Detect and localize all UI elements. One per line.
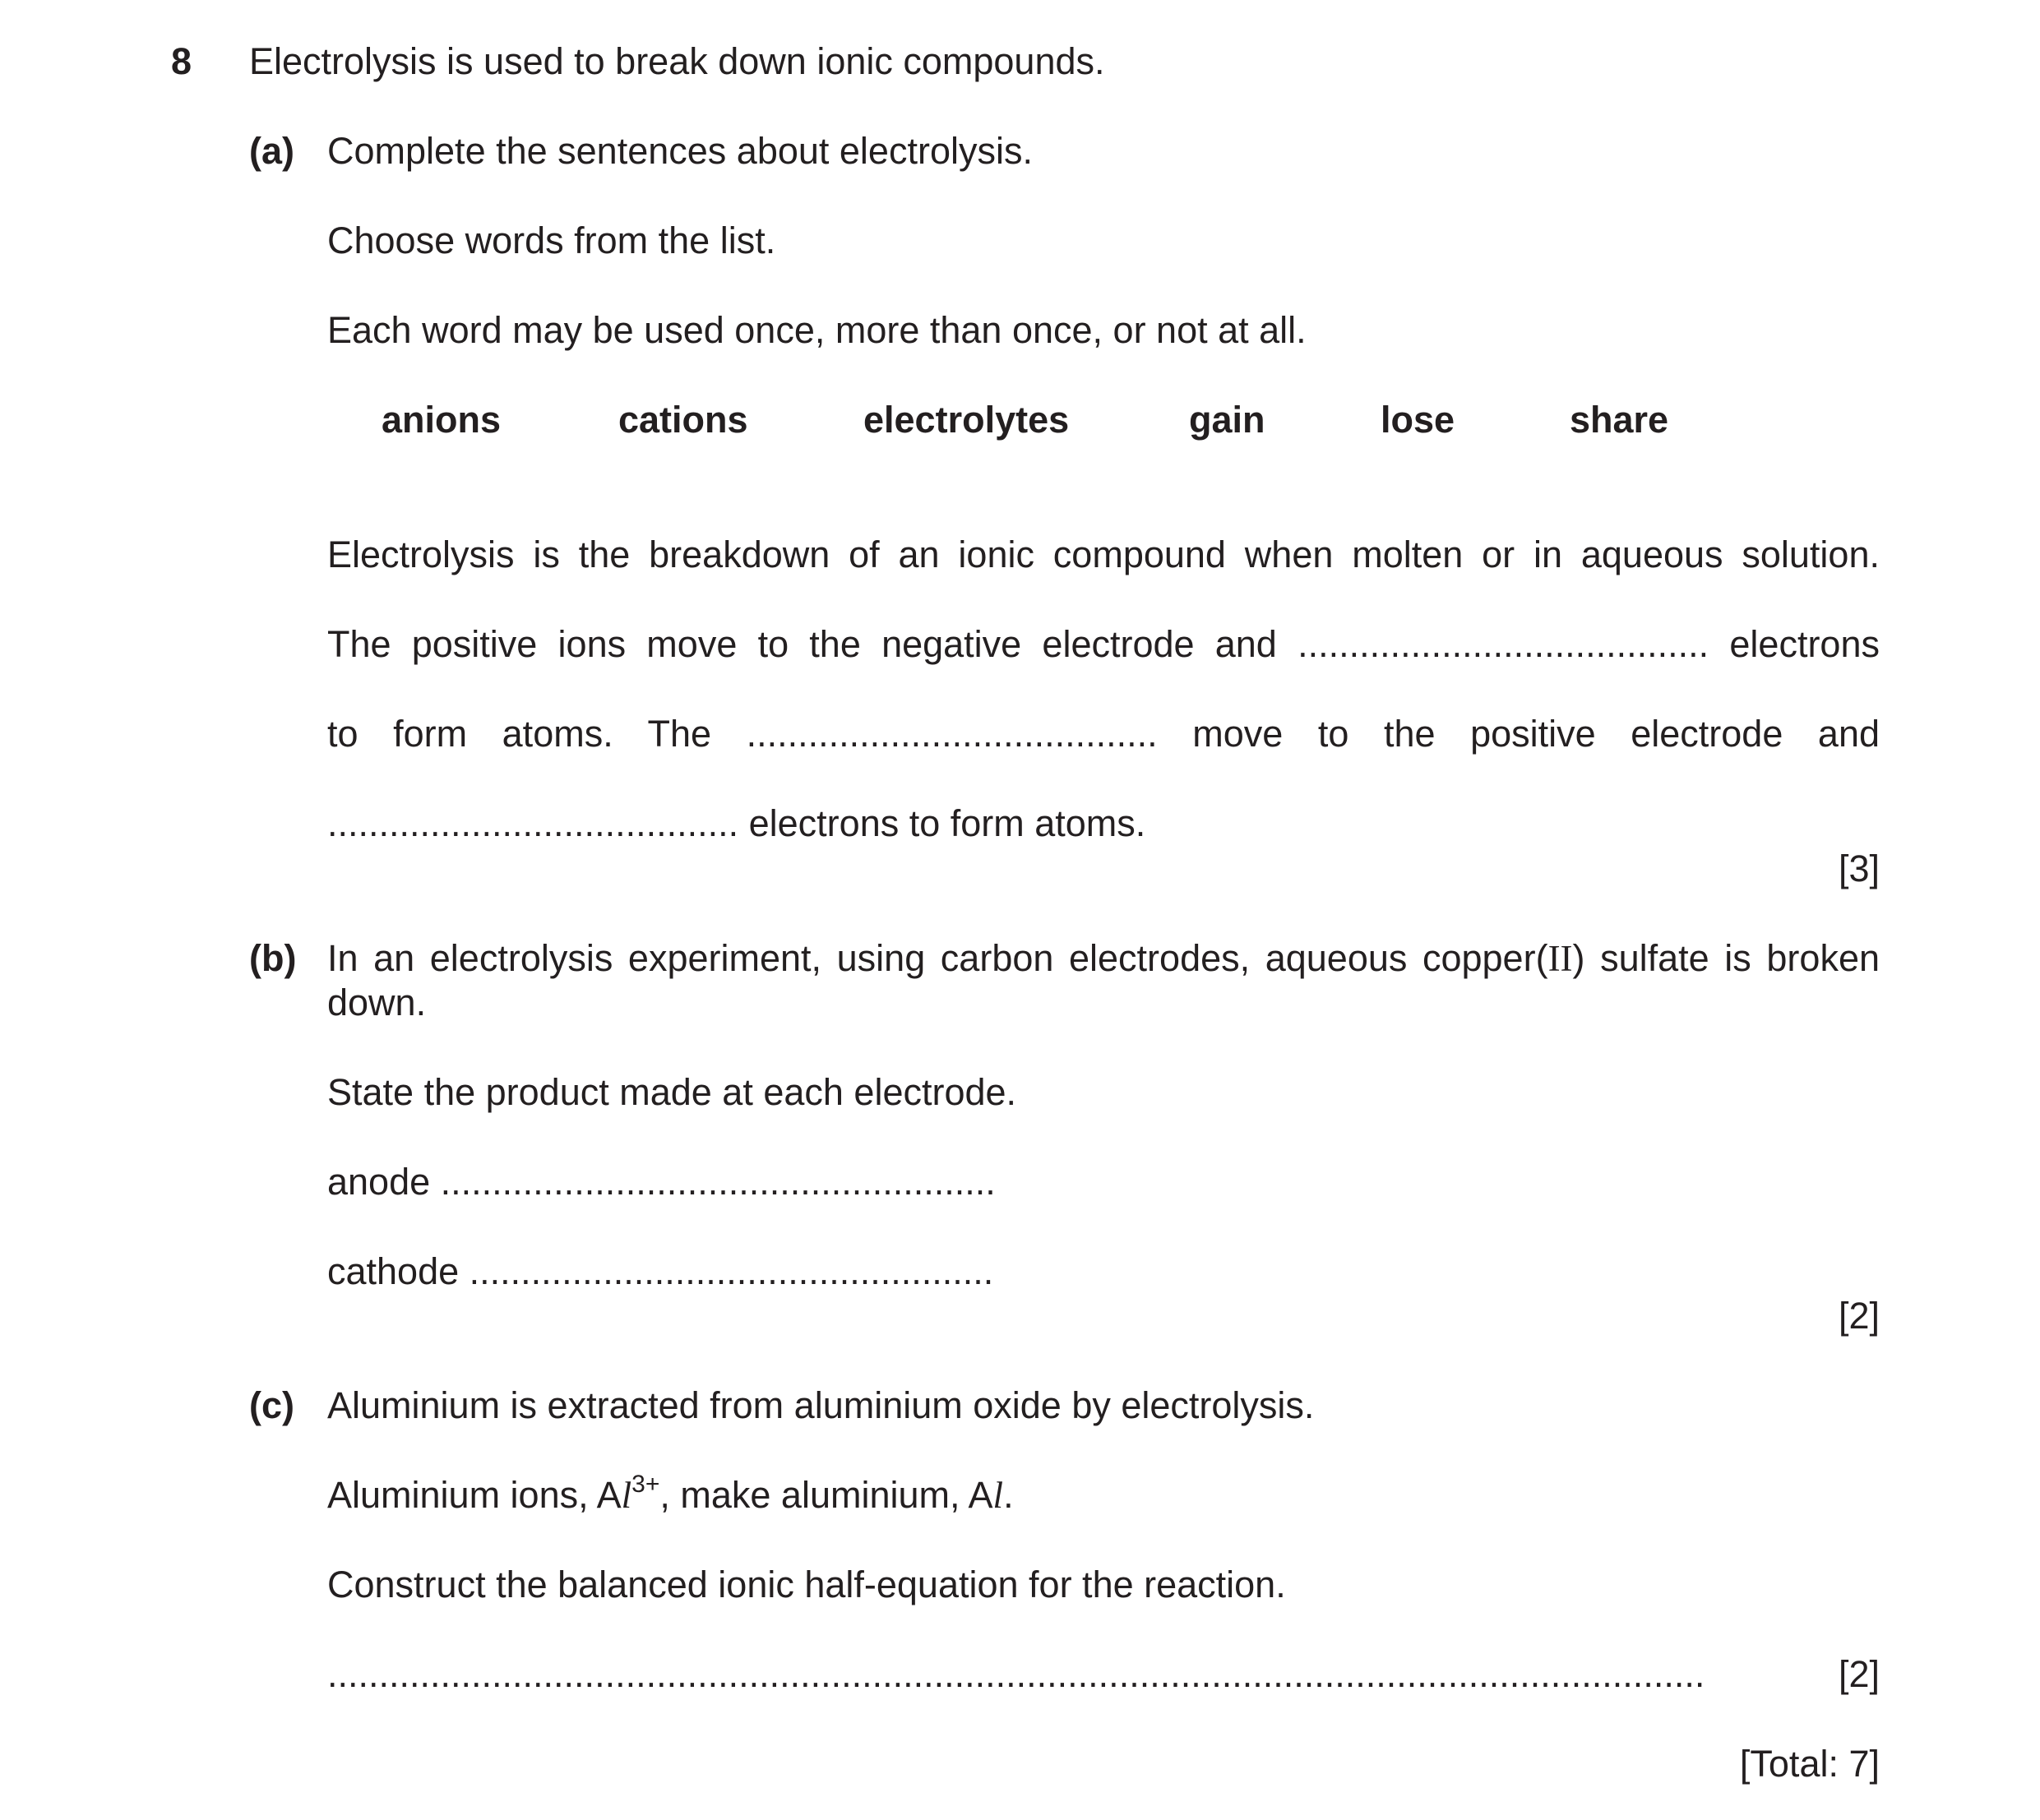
part-a-instruction-1: Complete the sentences about electrolysis. [327,130,1033,172]
sentence-4-end: electrons to form atoms. [748,802,1146,844]
answer-blank-1[interactable]: ........................................ [1298,623,1709,665]
question-stem: Electrolysis is used to break down ionic compounds. [249,40,1105,82]
part-b-text-line-1 [327,936,1880,981]
cathode-label: cathode [327,1250,460,1292]
part-b-text-start: In an electrolysis experiment, using carbon electrodes, aqueous copper( [327,937,1548,979]
half-equation-answer-blank[interactable]: ...................................................................................................................................... [327,1653,1705,1695]
part-c-marks: [2] [1838,1653,1880,1695]
aluminium-symbol-l: l [621,1475,632,1516]
sentence-3 [327,712,1880,756]
sentence-4 [327,801,1145,846]
word-list-item: gain [1189,399,1265,441]
total-marks: [Total: 7] [1739,1743,1880,1785]
sentence-3-end: move to the positive electrode and [1192,713,1880,755]
word-list-item: cations [618,399,748,441]
part-b-text-end: ) sulfate is broken [1572,937,1880,979]
sentence-1: Electrolysis is the breakdown of an ionic compound when molten or in aqueous solution. [327,534,1880,575]
anode-answer-line [327,1160,996,1204]
cathode-answer-blank[interactable]: ................................................... [469,1250,994,1292]
part-b-marks: [2] [1838,1295,1880,1337]
part-c-text-2-end: . [1003,1474,1014,1516]
part-c-text-1: Aluminium is extracted from aluminium oxide by electrolysis. [327,1384,1315,1426]
word-list [0,398,2040,442]
part-a-instruction-2: Choose words from the list. [327,219,776,261]
word-list-item: lose [1381,399,1455,441]
sentence-2-end: electrons [1729,623,1880,665]
part-c-text-2 [327,1473,1014,1517]
anode-label: anode [327,1161,431,1203]
part-c-instruction: Construct the balanced ionic half-equation for the reaction. [327,1564,1286,1605]
ion-charge: 3+ [631,1471,660,1498]
word-list-item: electrolytes [863,399,1070,441]
sentence-2-start: The positive ions move to the negative electrode and [327,623,1277,665]
part-c-text-2-start: Aluminium ions, A [327,1474,622,1516]
question-number: 8 [171,40,192,82]
word-list-item: anions [382,399,502,441]
roman-numeral: II [1547,938,1573,979]
sentence-2 [327,622,1880,667]
part-b-text-line-2: down. [327,982,427,1023]
anode-answer-blank[interactable]: ...................................................... [440,1161,996,1203]
part-c-label: (c) [249,1384,294,1426]
part-a-marks: [3] [1838,848,1880,889]
word-list-item: share [1570,399,1669,441]
part-b-label: (b) [249,937,297,979]
part-a-label: (a) [249,130,294,172]
part-b-instruction: State the product made at each electrode. [327,1071,1017,1113]
answer-blank-2[interactable]: ........................................ [746,713,1158,755]
part-c-text-2-mid: , make aluminium, A [659,1474,993,1516]
aluminium-symbol-l: l [992,1475,1004,1516]
answer-blank-3[interactable]: ........................................ [327,802,739,844]
part-a-instruction-3: Each word may be used once, more than once, or not at all. [327,309,1307,351]
sentence-3-start: to form atoms. The [327,713,711,755]
cathode-answer-line [327,1250,993,1294]
